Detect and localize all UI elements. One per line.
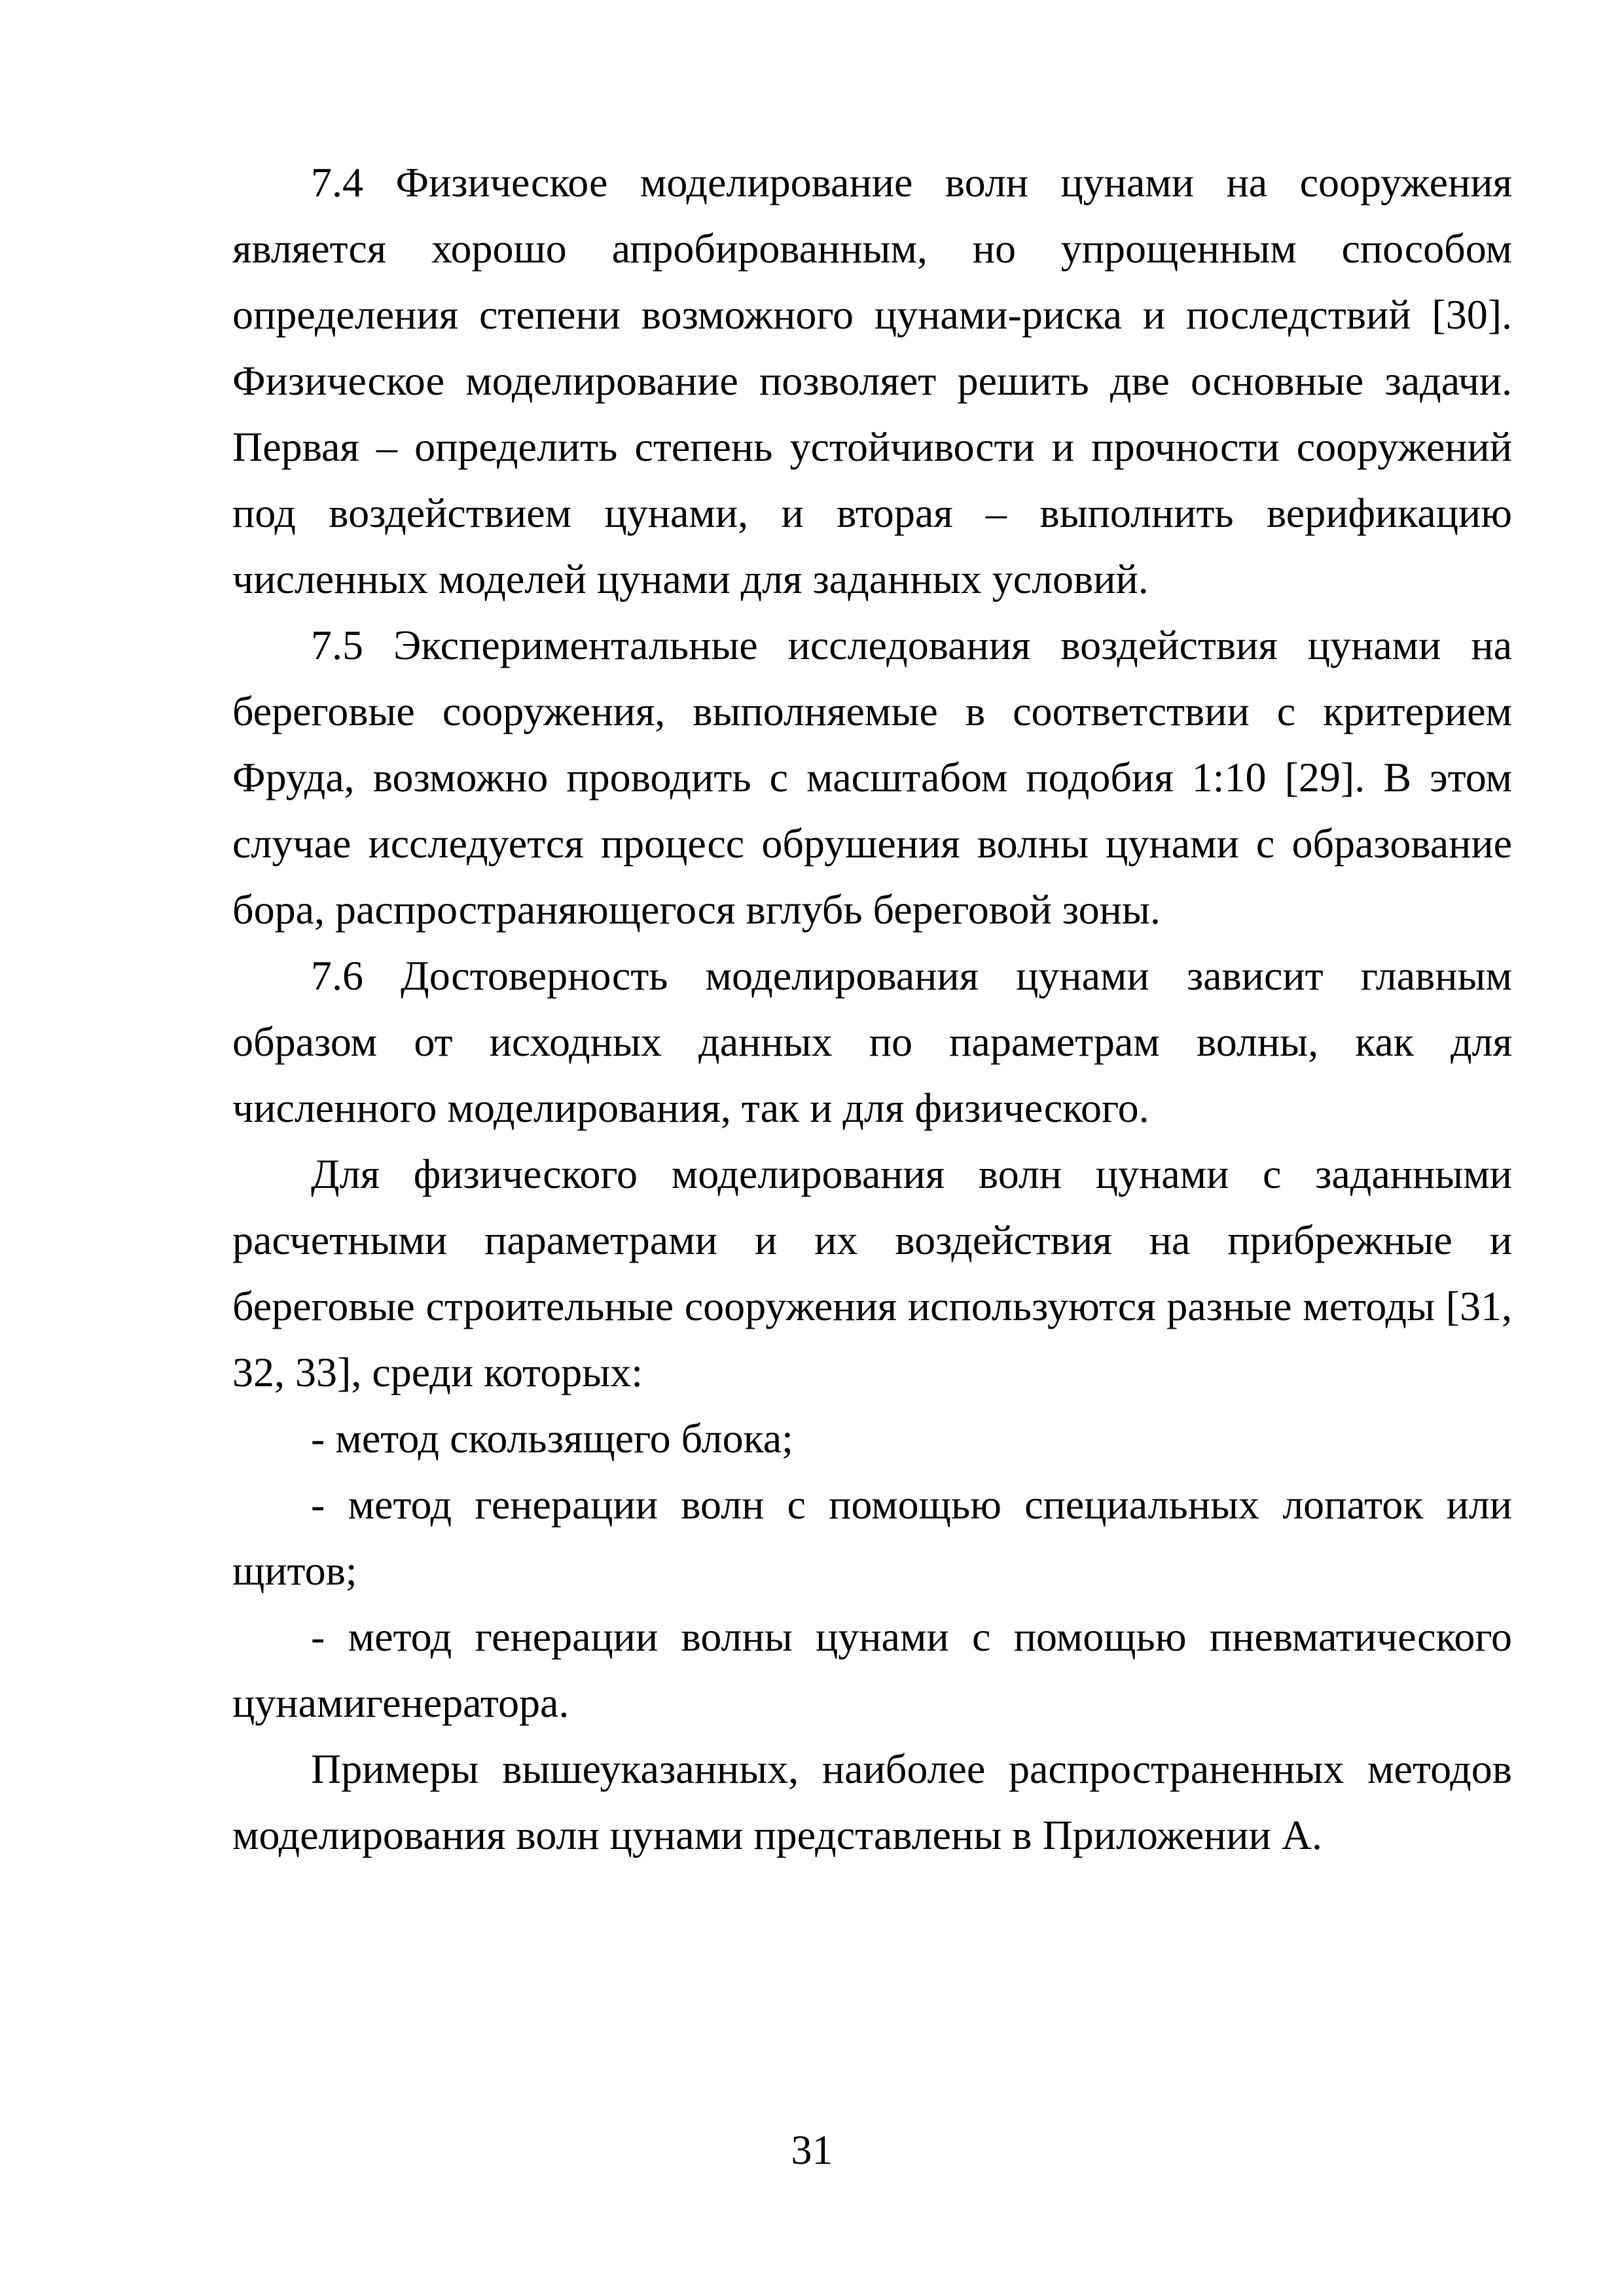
paragraph-7-6: 7.6 Достоверность моделирования цунами зависит главным образом от исходных данных по параметрам волны, как для численного моделирования, так и для физического.	[232, 952, 1512, 1131]
page-body	[232, 149, 1512, 1868]
paragraph-methods-intro: Для физического моделирования волн цунами с заданными расчетными параметрами и их воздействия на прибрежные и береговые строительные сооружения используются разные методы [31, 32, 33], среди которых:	[232, 1151, 1512, 1395]
list-item-sliding-block: - метод скользящего блока;	[311, 1415, 793, 1462]
page-number: 31	[791, 2126, 833, 2173]
list-item-paddle-generation: - метод генерации волн с помощью специальных лопаток или щитов;	[232, 1481, 1512, 1594]
list-item-pneumatic-generator: - метод генерации волны цунами с помощью пневматического цунамигенератора.	[232, 1613, 1512, 1726]
paragraph-appendix-reference: Примеры вышеуказанных, наиболее распространенных методов моделирования волн цунами представлены в Приложении А.	[232, 1746, 1512, 1858]
paragraph-7-5: 7.5 Экспериментальные исследования воздействия цунами на береговые сооружения, выполняемые в соответствии с критерием Фруда, возможно проводить с масштабом подобия 1:10 [29]. В этом случае исследуется процесс обрушения волны цунами с образование бора, распространяющегося вглубь береговой зоны.	[232, 622, 1512, 933]
paragraph-7-4: 7.4 Физическое моделирование волн цунами на сооружения является хорошо апробированным, но упрощенным способом определения степени возможного цунами-риска и последствий [30]. Физическое моделирование позволяет решить две основные задачи. Первая – определить степень устойчивости и прочности сооружений под воздействием цунами, и вторая – выполнить верификацию численных моделей цунами для заданных условий.	[232, 159, 1512, 602]
